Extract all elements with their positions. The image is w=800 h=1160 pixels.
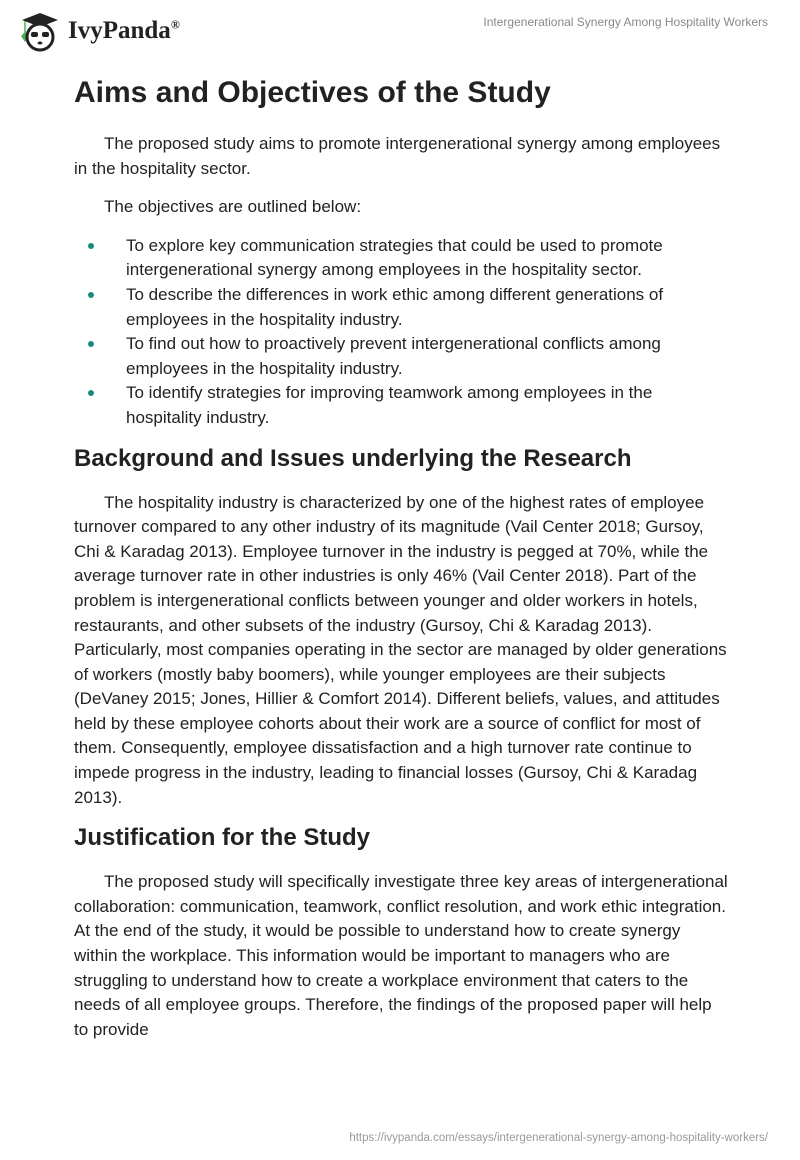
header: [0, 0, 800, 60]
logo[interactable]: [18, 10, 180, 52]
section-heading-aims: Aims and Objectives of the Study: [74, 76, 551, 109]
list-item: [74, 234, 728, 283]
article-content: [74, 70, 728, 1056]
list-item-text: To describe the differences in work ethic among different generations of employees in the hospitality industry.: [126, 284, 664, 329]
bullet-icon: [88, 243, 94, 249]
list-item-text: To explore key communication strategies that could be used to promote intergenerational synergy among employees in the hospitality sector.: [126, 235, 663, 280]
paragraph: The proposed study will specifically investigate three key areas of intergenerational collaboration: communication, teamwork, conflict resolution, and work ethic integration. At the end of the study, it would be possible to understand how to create synergy within the workplace. This information would be important to managers who are struggling to understand how to create a workplace environment that caters to the needs of all employee groups. Therefore, the findings of the proposed paper will help to provide: [74, 872, 728, 1039]
list-item-text: To find out how to proactively prevent intergenerational conflicts among employees in the hospitality industry.: [126, 334, 661, 378]
section-heading-background: Background and Issues underlying the Research: [74, 444, 632, 472]
section-heading-justification: Justification for the Study: [74, 824, 371, 852]
paragraph: The objectives are outlined below:: [104, 197, 362, 217]
paragraph: The hospitality industry is characterized by one of the highest rates of employee turnover compared to any other industry of its magnitude (Vail Center 2018; Gursoy, Chi & Karadag 2013). Employee turnover in the industry is pegged at 70%, while the average turnover rate in other industries is only 46% (Vail Center 2018). Part of the problem is intergenerational conflicts between younger and older workers in hotels, restaurants, and other subsets of the industry (Gursoy, Chi & Karadag 2013). Particularly, most companies operating in the sector are managed by older generations of workers (mostly baby boomers), while younger employees are their subjects (DeVaney 2015; Jones, Hillier & Comfort 2014). Different beliefs, values, and attitudes held by these employee cohorts about their work are a source of conflict for most of them. Consequently, employee dissatisfaction and a high turnover rate continue to impede progress in the industry, leading to financial losses (Gursoy, Chi & Karadag 2013).: [74, 492, 727, 807]
list-item: [74, 283, 728, 332]
bullet-icon: [88, 390, 94, 396]
paragraph: The proposed study aims to promote intergenerational synergy among employees in the hospitality sector.: [74, 134, 721, 178]
list-item-text: To identify strategies for improving teamwork among employees in the hospitality industry.: [126, 383, 653, 427]
document-title: Intergenerational Synergy Among Hospitality Workers: [483, 15, 768, 29]
bullet-icon: [88, 292, 94, 298]
bullet-icon: [88, 341, 94, 347]
panda-logo-icon: [18, 10, 62, 52]
source-url-link[interactable]: https://ivypanda.com/essays/intergenerational-synergy-among-hospitality-workers/: [349, 1132, 768, 1144]
objectives-list: [74, 234, 728, 431]
list-item: [74, 332, 728, 381]
registered-mark: ®: [170, 17, 180, 32]
logo-text: IvyPanda: [68, 17, 171, 44]
list-item: [74, 381, 728, 430]
